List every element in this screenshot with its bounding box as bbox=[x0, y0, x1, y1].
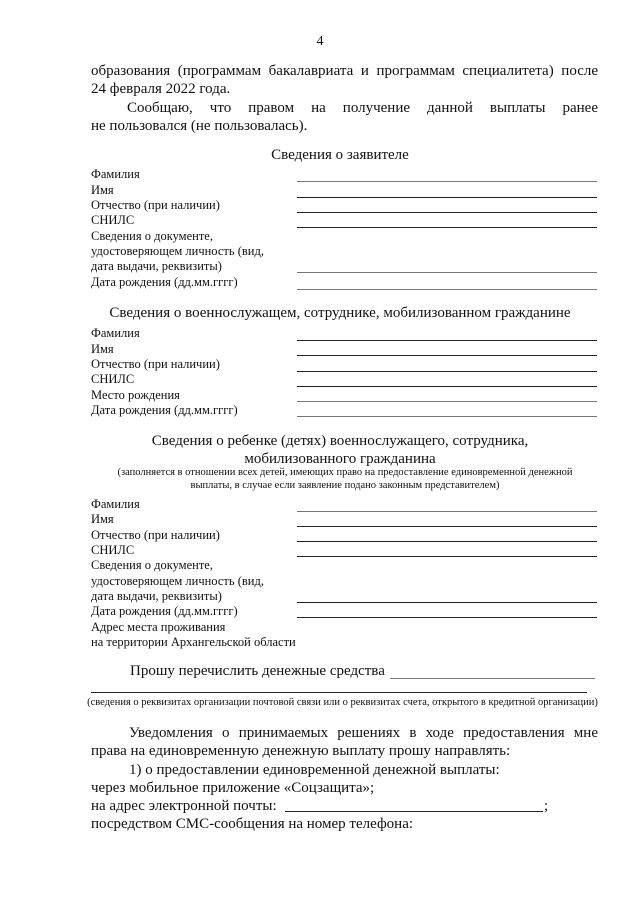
notify-line-1: Уведомления о принимаемых решениях в ходе предоставления мне bbox=[129, 725, 598, 741]
notify-email-label: на адрес электронной почты: bbox=[91, 798, 277, 814]
serviceman-surname-label: Фамилия bbox=[91, 326, 140, 340]
child-address-label-1: Адрес места проживания bbox=[91, 620, 226, 634]
serviceman-patronymic-label: Отчество (при наличии) bbox=[91, 357, 220, 371]
intro-line-1: образования (программам бакалавриата и программам специалитета) после bbox=[91, 63, 598, 79]
child-snils-line[interactable] bbox=[297, 556, 597, 557]
intro-line-2: 24 февраля 2022 года. bbox=[91, 81, 231, 97]
applicant-surname-label: Фамилия bbox=[91, 167, 140, 181]
applicant-snils-line[interactable] bbox=[297, 227, 597, 228]
transfer-details-line-2[interactable] bbox=[91, 692, 587, 693]
applicant-name-line[interactable] bbox=[297, 197, 597, 198]
applicant-doc-line[interactable] bbox=[297, 272, 597, 273]
notify-email-line[interactable] bbox=[285, 811, 543, 812]
applicant-patronymic-line[interactable] bbox=[297, 212, 597, 213]
transfer-details-line-1[interactable] bbox=[390, 678, 595, 679]
transfer-label: Прошу перечислить денежные средства bbox=[130, 663, 385, 679]
notify-email-semicolon: ; bbox=[544, 798, 549, 814]
serviceman-name-label: Имя bbox=[91, 342, 114, 356]
child-snils-label: СНИЛС bbox=[91, 543, 135, 557]
child-section-title-2: мобилизованного гражданина bbox=[244, 451, 436, 467]
serviceman-snils-line[interactable] bbox=[297, 386, 597, 387]
child-patronymic-line[interactable] bbox=[297, 541, 597, 542]
serviceman-birth-label: Дата рождения (дд.мм.гггг) bbox=[91, 403, 238, 417]
applicant-birth-line[interactable] bbox=[297, 289, 597, 290]
serviceman-surname-line[interactable] bbox=[297, 340, 597, 341]
child-doc-label-1: Сведения о документе, bbox=[91, 558, 213, 572]
serviceman-birthplace-label: Место рождения bbox=[91, 388, 180, 402]
applicant-surname-line[interactable] bbox=[297, 181, 597, 182]
child-address-label-2: на территории Архангельской области bbox=[91, 635, 296, 649]
applicant-doc-label-3: дата выдачи, реквизиты) bbox=[91, 259, 222, 273]
applicant-doc-label-1: Сведения о документе, bbox=[91, 229, 213, 243]
child-doc-label-3: дата выдачи, реквизиты) bbox=[91, 589, 222, 603]
child-name-line[interactable] bbox=[297, 526, 597, 527]
child-surname-label: Фамилия bbox=[91, 497, 140, 511]
notify-sms-label: посредством СМС-сообщения на номер телефона: bbox=[91, 816, 414, 832]
notify-line-3: 1) о предоставлении единовременной денежной выплаты: bbox=[129, 762, 500, 778]
intro-line-3: Сообщаю, что правом на получение данной выплаты ранее bbox=[127, 100, 598, 116]
child-section-note-2: выплаты, в случае если заявление подано законным представителем) bbox=[190, 480, 500, 491]
applicant-patronymic-label: Отчество (при наличии) bbox=[91, 198, 220, 212]
serviceman-section-title: Сведения о военнослужащем, сотруднике, мобилизованном гражданине bbox=[109, 305, 571, 321]
serviceman-birthplace-line[interactable] bbox=[297, 401, 597, 402]
notify-line-2: права на единовременную денежную выплату прошу направлять: bbox=[91, 743, 511, 759]
applicant-snils-label: СНИЛС bbox=[91, 213, 135, 227]
child-name-label: Имя bbox=[91, 512, 114, 526]
transfer-note: (сведения о реквизитах организации почтовой связи или о реквизитах счета, открытого в кредитной организации) bbox=[87, 697, 598, 708]
applicant-birth-label: Дата рождения (дд.мм.гггг) bbox=[91, 275, 238, 289]
serviceman-name-line[interactable] bbox=[297, 355, 597, 356]
applicant-section-title: Сведения о заявителе bbox=[271, 147, 409, 163]
intro-line-4: не пользовался (не пользовалась). bbox=[91, 118, 308, 134]
serviceman-birth-line[interactable] bbox=[297, 416, 597, 417]
child-patronymic-label: Отчество (при наличии) bbox=[91, 528, 220, 542]
child-doc-line[interactable] bbox=[297, 602, 597, 603]
applicant-name-label: Имя bbox=[91, 183, 114, 197]
child-birth-line[interactable] bbox=[297, 617, 597, 618]
child-surname-line[interactable] bbox=[297, 511, 597, 512]
child-doc-label-2: удостоверяющем личность (вид, bbox=[91, 574, 264, 588]
notify-line-4: через мобильное приложение «Соцзащита»; bbox=[91, 780, 375, 796]
page-number: 4 bbox=[316, 34, 324, 49]
child-section-title-1: Сведения о ребенке (детях) военнослужащего, сотрудника, bbox=[151, 433, 529, 449]
applicant-doc-label-2: удостоверяющем личность (вид, bbox=[91, 244, 264, 258]
child-birth-label: Дата рождения (дд.мм.гггг) bbox=[91, 604, 238, 618]
serviceman-patronymic-line[interactable] bbox=[297, 371, 597, 372]
serviceman-snils-label: СНИЛС bbox=[91, 372, 135, 386]
child-section-note-1: (заполняется в отношении всех детей, имеющих право на предоставление единовременной денежной bbox=[117, 467, 573, 478]
